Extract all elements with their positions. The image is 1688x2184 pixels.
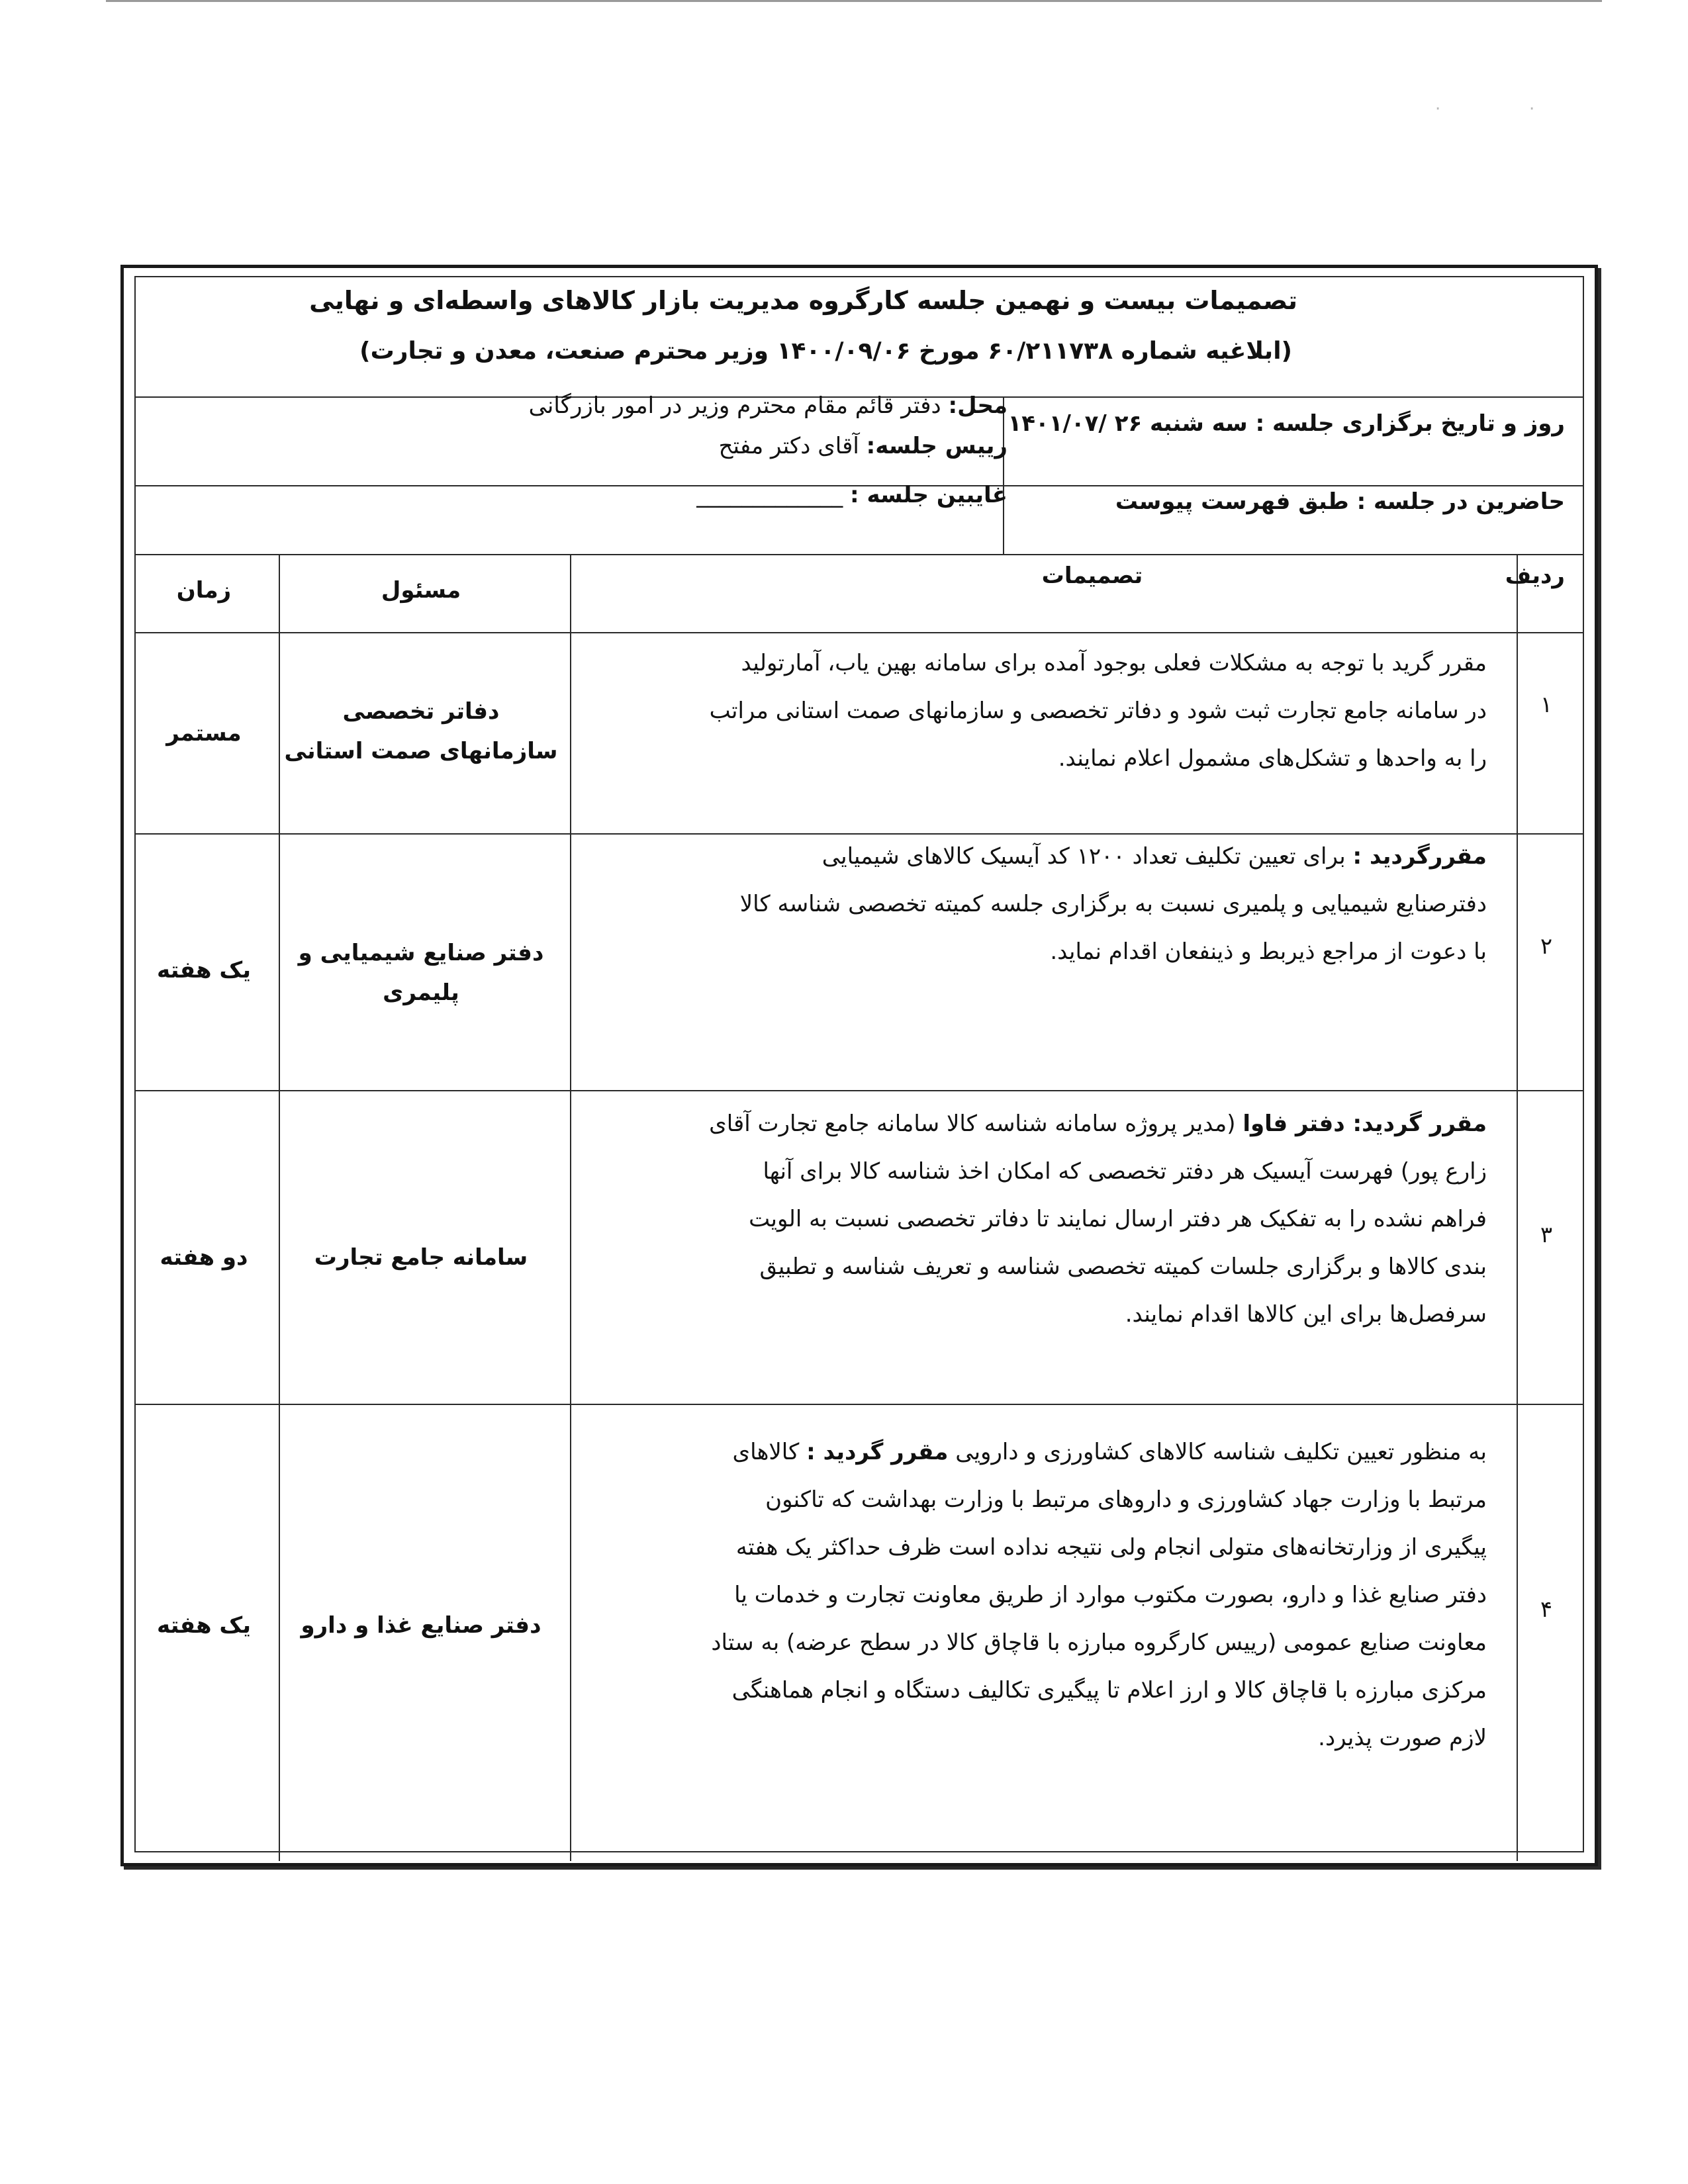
decision-text [580, 639, 1487, 782]
document-subtitle: (ابلاغیه شماره ۶۰/۲۱۱۷۳۸ مورخ ۱۴۰۰/۰۹/۰۶ وزیر محترم صنعت، معدن و تجارت) [359, 338, 1292, 365]
decision-line: دفترصنایع شیمیایی و پلمیری نسبت به برگزاری جلسه کمیته تخصصی شناسه کالا [739, 891, 1487, 917]
decision-line: در سامانه جامع تجارت ثبت شود و دفاتر تخصصی و سازمانهای صمت استانی مراتب [709, 698, 1487, 724]
decision-lead: مقررگردید : [1352, 843, 1487, 870]
col-header-decisions: تصمیمات [1041, 563, 1143, 589]
responsible-cell [275, 692, 567, 771]
meeting-place [529, 392, 1008, 419]
chair-value: آقای دکتر مفتح [718, 433, 867, 459]
meta-divider [1003, 396, 1004, 554]
responsible-line: پلیمری [383, 979, 459, 1006]
responsible-line: سازمانهای صمت استانی [284, 738, 558, 764]
responsible-cell [275, 1244, 567, 1271]
rule-below-row-2 [136, 1090, 1583, 1091]
decision-text [580, 1100, 1487, 1338]
responsible-line: دفتر صنایع غذا و دارو [301, 1612, 541, 1639]
meeting-present [1115, 488, 1565, 515]
decision-text [580, 833, 1487, 976]
row-number: ۴ [1540, 1596, 1553, 1623]
decision-line: را به واحدها و تشکل‌های مشمول اعلام نمایند. [1058, 745, 1487, 772]
decision-line: معاونت صنایع عمومی (رییس کارگروه مبارزه با قاچاق کالا در سطح عرضه) به ستاد [711, 1629, 1487, 1656]
col-header-responsible: مسئول [381, 577, 461, 604]
place-label: محل: [948, 392, 1008, 419]
decision-line: بندی کالاها و برگزاری جلسات کمیته تخصصی شناسه و تعریف شناسه و تطبیق [759, 1253, 1487, 1280]
decision-line: فراهم نشده را به تفکیک هر دفتر ارسال نمایند تا دفاتر تخصصی نسبت به الویت [749, 1206, 1487, 1232]
chair-label: رییس جلسه: [866, 433, 1008, 459]
decision-line: زارع پور) فهرست آیسیک هر دفتر تخصصی که امکان اخذ شناسه کالا برای آنها [763, 1158, 1487, 1185]
rule-below-column-headers [136, 632, 1583, 633]
place-value: دفتر قائم مقام محترم وزیر در امور بازرگانی [528, 392, 949, 419]
decision-text [580, 1428, 1487, 1762]
absent-label: غایبین جلسه : [850, 482, 1008, 508]
decision-line: پیگیری از وزارتخانه‌های متولی انجام ولی نتیجه نداده است ظرف حداکثر یک هفته [735, 1534, 1487, 1561]
responsible-line: سامانه جامع تجارت [314, 1244, 528, 1271]
meeting-date [1008, 410, 1565, 437]
rule-below-row-3 [136, 1404, 1583, 1405]
time-cell: یک هفته [157, 957, 251, 983]
time-cell: دو هفته [160, 1244, 248, 1271]
responsible-line: دفاتر تخصصی [342, 698, 500, 725]
decision-line: مقرر گرید با توجه به مشکلات فعلی بوجود آمده برای سامانه بهین یاب، آمارتولید [741, 650, 1487, 676]
document-title: تصمیمات بیست و نهمین جلسه کارگروه مدیریت بازار کالاهای واسطه‌ای و نهایی [309, 286, 1297, 315]
date-value: سه شنبه ۲۶ /۱۴۰۱/۰۷ [1008, 410, 1256, 437]
decision-line: لازم صورت پذیرد. [1318, 1725, 1487, 1751]
present-label: حاضرین در جلسه : [1356, 488, 1565, 515]
date-label: روز و تاریخ برگزاری جلسه : [1255, 410, 1565, 437]
absent-value: _____________ [696, 482, 843, 508]
meeting-chair [719, 433, 1008, 459]
row-number: ۳ [1540, 1222, 1553, 1248]
decision-line: سرفصل‌ها برای این کالاها اقدام نمایند. [1125, 1301, 1487, 1328]
col-divider-decisions [570, 554, 571, 1861]
row-number: ۲ [1540, 933, 1553, 960]
time-cell: یک هفته [157, 1612, 251, 1639]
scan-speck: · [1529, 99, 1535, 119]
present-value: طبق فهرست پیوست [1115, 488, 1357, 515]
decision-line: مقررگردید : برای تعیین تکلیف تعداد ۱۲۰۰ کد آیسیک کالاهای شیمیایی [821, 843, 1487, 870]
responsible-line: دفتر صنایع شیمیایی و [298, 940, 544, 966]
meeting-absent [696, 482, 1008, 508]
decision-line: به منظور تعیین تکلیف شناسه کالاهای کشاورزی و دارویی مقرر گردید : کالاهای [732, 1439, 1487, 1465]
decision-line: مقرر گردید: دفتر فاوا (مدیر پروژه سامانه شناسه کالا سامانه جامع تجارت آقای [709, 1111, 1487, 1137]
time-cell: مستمر [166, 720, 242, 747]
rule-below-present [136, 554, 1583, 555]
decision-line: مرکزی مبارزه با قاچاق کالا و ارز اعلام تا پیگیری تکالیف دستگاه و انجام هماهنگی [731, 1677, 1487, 1704]
col-header-time: زمان [176, 577, 232, 604]
decision-line: مرتبط با وزارت جهاد کشاورزی و داروهای مرتبط با وزارت بهداشت که تاکنون [765, 1486, 1487, 1513]
responsible-cell [275, 933, 567, 1013]
responsible-cell [275, 1612, 567, 1639]
decision-lead: مقرر گردید: دفتر فاوا [1243, 1111, 1487, 1137]
scan-edge-line [106, 0, 1602, 2]
decision-lead: مقرر گردید : [806, 1439, 949, 1465]
row-number: ۱ [1540, 692, 1553, 718]
scan-speck: · [1435, 99, 1441, 119]
decision-line: با دعوت از مراجع ذیربط و ذینفعان اقدام نماید. [1050, 938, 1487, 965]
col-divider-row [1517, 554, 1518, 1861]
decision-line: دفتر صنایع غذا و دارو، بصورت مکتوب موارد از طریق معاونت تجارت و خدمات یا [734, 1582, 1487, 1608]
col-header-row: ردیف [1505, 563, 1565, 589]
